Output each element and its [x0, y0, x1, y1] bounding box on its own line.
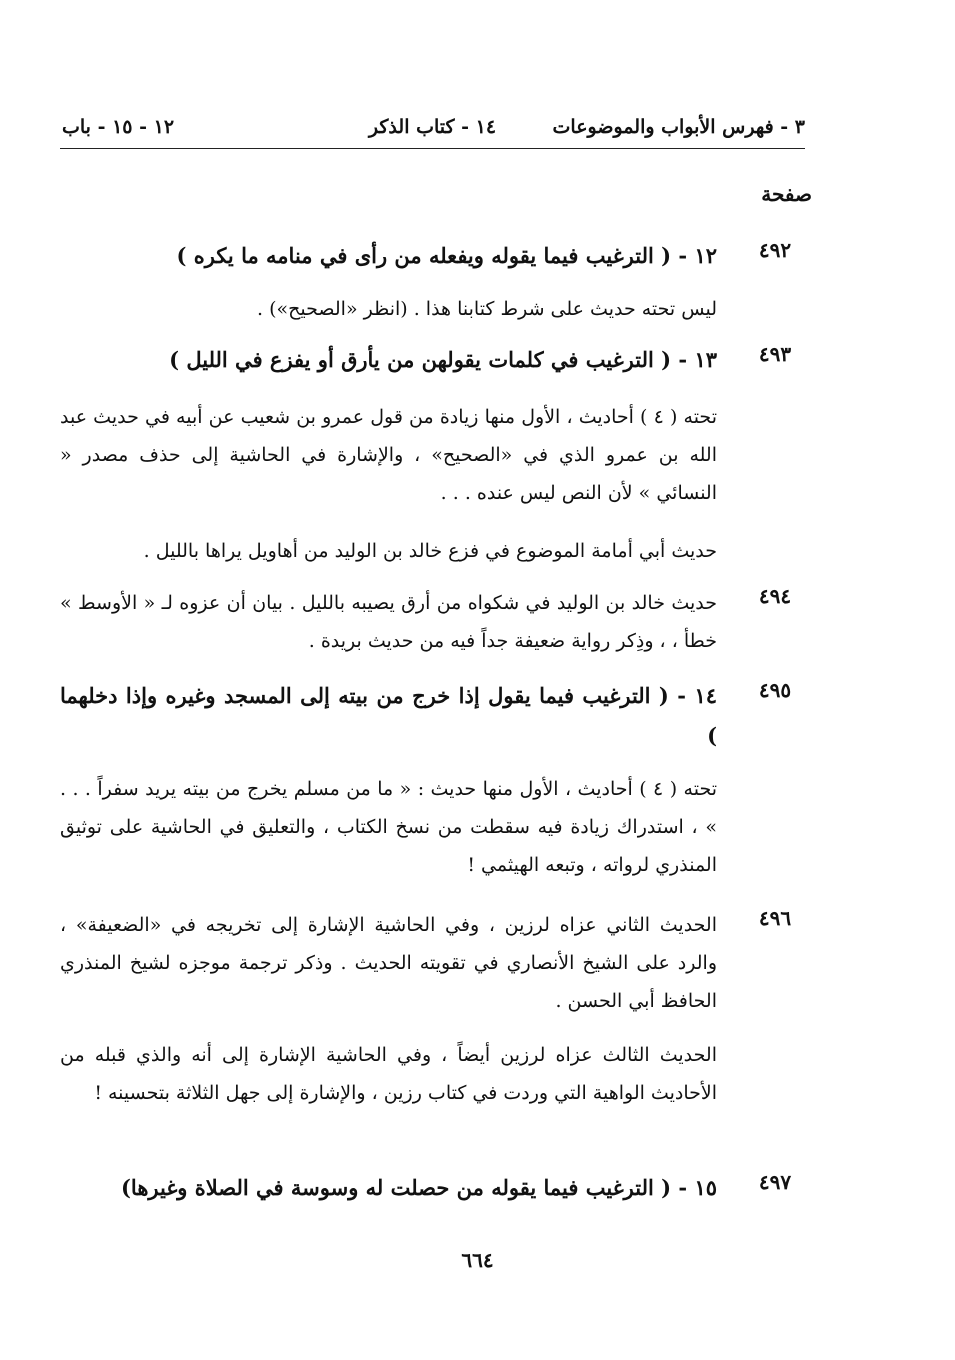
entry-page-number: ٤٩٥: [758, 678, 792, 702]
entry-text: حديث خالد بن الوليد في شكواه من أرق يصيبه بالليل . بيان أن عزوه لـ « الأوسط » خطأ ، ، وذِكر رواية ضعيفة جداً فيه من حديث بريدة .: [60, 592, 717, 652]
page-number: ٦٦٤: [461, 1248, 494, 1272]
entry-heading-text: ١٥ - ( الترغيب فيما يقوله من حصلت له وسوسة في الصلاة وغيرها): [120, 1175, 717, 1200]
entry-heading-text: ١٣ - ( الترغيب في كلمات يقولهن من يأرق أو يفزع في الليل ): [169, 347, 717, 372]
header-section-title: ٣ - فهرس الأبواب والموضوعات: [552, 116, 805, 138]
entry-page-number: ٤٩٧: [758, 1170, 792, 1194]
entry-heading-text: ١٤ - ( الترغيب فيما يقول إذا خرج من بيته إلى المسجد وغيره وإذا دخلهما ): [60, 683, 717, 748]
header-chapter-range: ١٢ - ١٥ - باب: [62, 116, 175, 138]
entry-page-number: ٤٩٦: [758, 906, 792, 930]
entry-page-number: ٤٩٣: [758, 342, 792, 366]
entry-description: الحديث الثالث عزاه لرزين أيضاً ، وفي الحاشية الإشارة إلى أنه والذي قبله من الأحاديث الواهية التي وردت في كتاب رزين ، والإشارة إلى جهل الثلاثة بتحسينه !: [60, 1044, 717, 1104]
entry-text: الحديث الثاني عزاه لرزين ، وفي الحاشية الإشارة إلى تخريجه في «الضعيفة» ، والرد على الشيخ الأنصاري في تقويته الحديث . وذكر ترجمة موجزه لشيخ المنذري الحافظ أبي الحسن .: [60, 914, 717, 1012]
index-entry-heading: [60, 676, 805, 756]
index-entry-heading: [60, 236, 805, 276]
entry-description: تحته ( ٤ ) أحاديث ، الأول منها زيادة من قول عمرو بن شعيب عن أبيه في حديث عبد الله بن عمرو الذي في «الصحيح» ، والإشارة في الحاشية إلى حذف مصدر « النسائي » لأن النص ليس عنده . . .: [60, 406, 717, 504]
entry-description: تحته ( ٤ ) أحاديث ، الأول منها حديث : « ما من مسلم يخرج من بيته يريد سفراً . . . » ، استدراك زيادة فيه سقطت من نسخ الكتاب ، والتعليق في الحاشية على توثيق المنذري لرواته ، وتبعه الهيثمي !: [60, 778, 717, 876]
index-entry-heading: [60, 1168, 805, 1208]
index-entry: [60, 584, 805, 660]
header-book-title: ١٤ - كتاب الذكر: [368, 116, 497, 138]
running-header: [60, 108, 805, 149]
index-entry: [60, 906, 805, 1020]
entry-page-number: ٤٩٢: [758, 238, 792, 262]
entry-page-number: ٤٩٤: [758, 584, 792, 608]
entry-description: حديث أبي أمامة الموضوع في فزع خالد بن الوليد من أهاويل يراها بالليل .: [143, 540, 717, 562]
entry-heading-text: ١٢ - ( الترغيب فيما يقوله ويفعله من رأى في منامه ما يكره ): [176, 243, 717, 268]
index-entry-heading: [60, 340, 805, 380]
entry-description: ليس تحته حديث على شرط كتابنا هذا . (انظر «الصحيح») .: [257, 298, 717, 320]
page-column-label: صفحة: [761, 182, 812, 206]
